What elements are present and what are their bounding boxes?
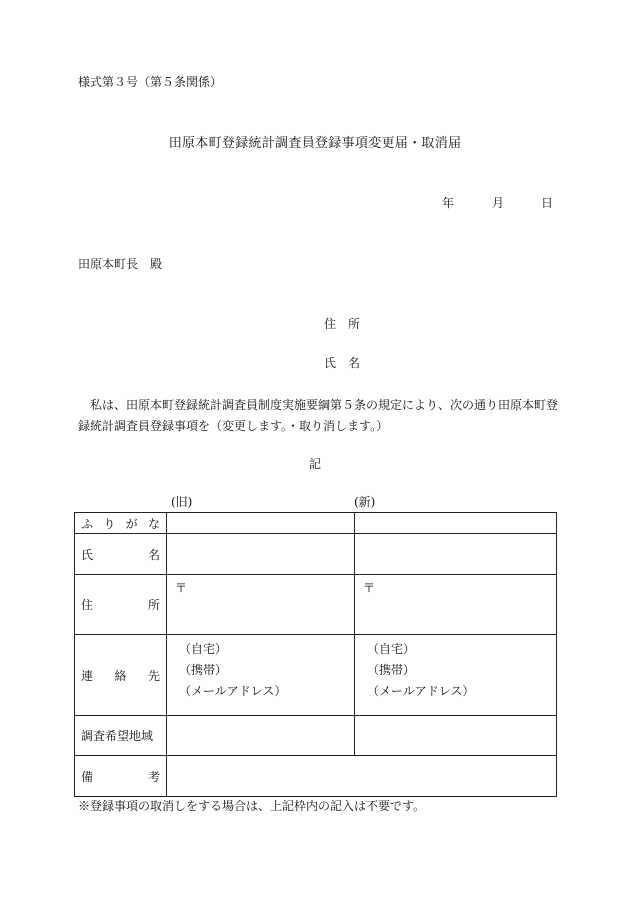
name-label-cell — [75, 534, 167, 575]
addressee: 田原本町長 殿 — [78, 257, 163, 271]
contact-old-lines — [167, 635, 354, 702]
remarks-field[interactable] — [167, 756, 557, 797]
date-year-label: 年 — [442, 196, 455, 210]
furigana-label-cell — [75, 513, 167, 534]
table-row-furigana — [75, 513, 557, 534]
mobile-label: （携帯） — [367, 663, 416, 677]
column-old-label: (旧) — [171, 495, 193, 509]
table-row-area — [75, 716, 557, 756]
address-label-cell — [75, 575, 167, 635]
email-label: （メールアドレス） — [179, 684, 287, 698]
date-day-label: 日 — [541, 196, 554, 210]
address-label: 住 所 — [81, 598, 160, 612]
column-new-label: (新) — [354, 495, 376, 509]
ki-heading: 記 — [309, 457, 322, 471]
postal-mark-new: 〒 — [363, 581, 376, 595]
area-new-field[interactable] — [355, 716, 557, 756]
furigana-new-field[interactable] — [355, 513, 557, 534]
name-old-field[interactable] — [167, 534, 355, 575]
date-month-label: 月 — [492, 196, 505, 210]
contact-label: 連 絡 先 — [81, 668, 160, 683]
applicant-address-label: 住 所 — [324, 317, 361, 331]
footnote: ※登録事項の取消しをする場合は、上記枠内の記入は不要です。 — [78, 799, 426, 813]
contact-new-field[interactable] — [355, 635, 557, 716]
contact-label-cell — [75, 635, 167, 716]
name-new-field[interactable] — [355, 534, 557, 575]
contact-new-lines — [355, 635, 556, 702]
table-row-name — [75, 534, 557, 575]
area-label-cell — [75, 716, 167, 756]
table-row-address — [75, 575, 557, 635]
home-label: （自宅） — [179, 642, 228, 656]
address-new-field[interactable] — [355, 575, 557, 635]
applicant-name-label: 氏 名 — [324, 356, 361, 370]
form-number: 様式第３号（第５条関係） — [78, 75, 223, 89]
remarks-label: 備 考 — [81, 769, 160, 784]
registration-table — [74, 512, 557, 797]
table-row-remarks — [75, 756, 557, 797]
home-label: （自宅） — [367, 642, 416, 656]
body-text: 私は、田原本町登録統計調査員制度実施要綱第５条の規定により、次の通り田原本町登録統計調査員登録事項を（変更します。・取り消します。） — [78, 398, 559, 433]
table-row-contact — [75, 635, 557, 716]
page-title: 田原本町登録統計調査員登録事項変更届・取消届 — [168, 136, 462, 151]
furigana-old-field[interactable] — [167, 513, 355, 534]
email-label: （メールアドレス） — [367, 684, 475, 698]
furigana-label: ふ り が な — [81, 516, 160, 531]
area-old-field[interactable] — [167, 716, 355, 756]
postal-mark-old: 〒 — [175, 581, 188, 595]
mobile-label: （携帯） — [179, 663, 228, 677]
contact-old-field[interactable] — [167, 635, 355, 716]
name-label: 氏 名 — [81, 547, 160, 562]
remarks-label-cell — [75, 756, 167, 797]
address-old-field[interactable] — [167, 575, 355, 635]
area-label: 調査希望地域 — [81, 729, 154, 743]
